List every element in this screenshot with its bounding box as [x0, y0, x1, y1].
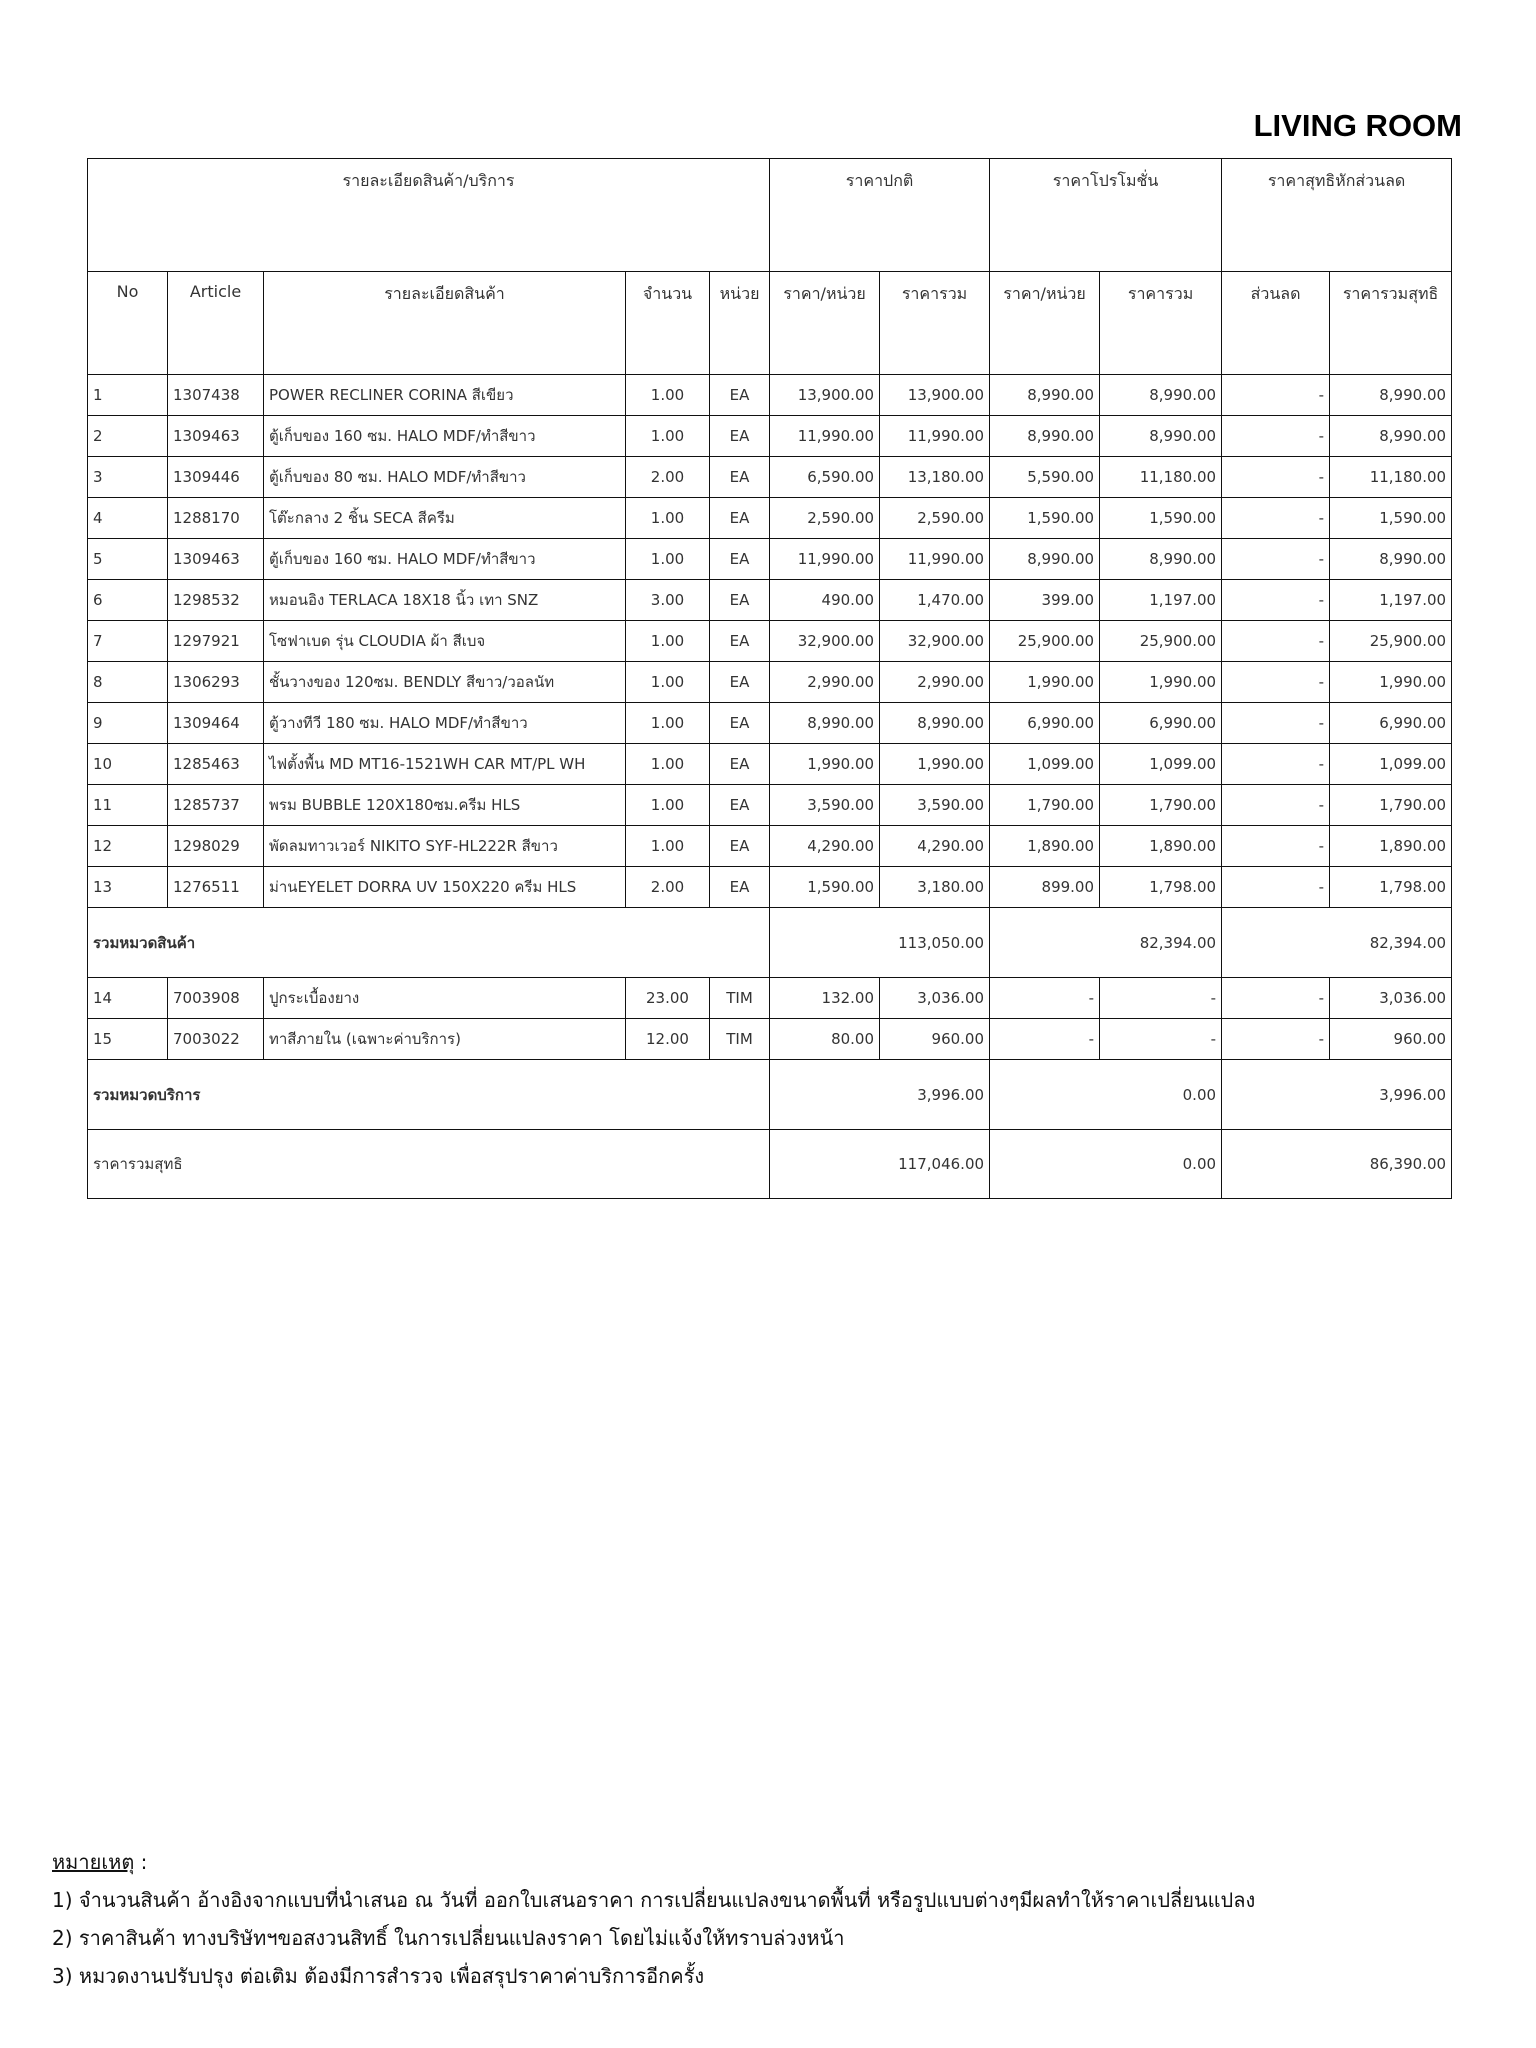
cell-no: 11 [88, 785, 168, 826]
cell-promo-total: 1,798.00 [1100, 867, 1222, 908]
cell-discount: - [1222, 744, 1330, 785]
cell-no: 5 [88, 539, 168, 580]
cell-promo-total: 6,990.00 [1100, 703, 1222, 744]
cell-article: 1309463 [168, 416, 264, 457]
header-column-row [88, 272, 1452, 375]
cell-article: 1306293 [168, 662, 264, 703]
cell-reg-unit: 1,990.00 [770, 744, 880, 785]
cell-promo-unit: 899.00 [990, 867, 1100, 908]
cell-net-total: 1,990.00 [1330, 662, 1452, 703]
cell-discount: - [1222, 498, 1330, 539]
cell-unit: EA [710, 826, 770, 867]
cell-discount: - [1222, 785, 1330, 826]
cell-qty: 12.00 [626, 1019, 710, 1060]
grand-total-net: 86,390.00 [1222, 1130, 1452, 1199]
cell-no: 2 [88, 416, 168, 457]
cell-discount: - [1222, 580, 1330, 621]
cell-desc: ตู้วางทีวี 180 ซม. HALO MDF/ทำสีขาว [264, 703, 626, 744]
cell-promo-total: 11,180.00 [1100, 457, 1222, 498]
cell-qty: 23.00 [626, 978, 710, 1019]
cell-reg-total: 2,590.00 [880, 498, 990, 539]
cell-discount: - [1222, 416, 1330, 457]
service-subtotal-label: รวมหมวดบริการ [88, 1060, 770, 1130]
cell-promo-unit: 5,590.00 [990, 457, 1100, 498]
cell-reg-unit: 2,590.00 [770, 498, 880, 539]
cell-no: 12 [88, 826, 168, 867]
cell-unit: EA [710, 621, 770, 662]
cell-unit: EA [710, 457, 770, 498]
header-reg-unit: ราคา/หน่วย [770, 272, 880, 375]
cell-desc: POWER RECLINER CORINA สีเขียว [264, 375, 626, 416]
header-group-net: ราคาสุทธิหักส่วนลด [1222, 159, 1452, 272]
cell-reg-total: 11,990.00 [880, 539, 990, 580]
cell-unit: EA [710, 744, 770, 785]
product-subtotal-promo: 82,394.00 [990, 908, 1222, 978]
cell-unit: EA [710, 867, 770, 908]
cell-desc: ตู้เก็บของ 160 ซม. HALO MDF/ทำสีขาว [264, 539, 626, 580]
cell-discount: - [1222, 662, 1330, 703]
cell-desc: ม่านEYELET DORRA UV 150X220 ครีม HLS [264, 867, 626, 908]
cell-promo-total: 1,790.00 [1100, 785, 1222, 826]
grand-total-row [88, 1130, 1452, 1199]
notes-section [52, 1843, 1255, 1995]
cell-promo-total: 1,099.00 [1100, 744, 1222, 785]
header-article: Article [168, 272, 264, 375]
cell-article: 1298532 [168, 580, 264, 621]
table-row [88, 457, 1452, 498]
table-row [88, 703, 1452, 744]
cell-reg-total: 11,990.00 [880, 416, 990, 457]
cell-discount: - [1222, 703, 1330, 744]
cell-no: 10 [88, 744, 168, 785]
cell-qty: 1.00 [626, 826, 710, 867]
cell-no: 1 [88, 375, 168, 416]
cell-desc: โต๊ะกลาง 2 ชิ้น SECA สีครีม [264, 498, 626, 539]
cell-unit: TIM [710, 1019, 770, 1060]
cell-reg-unit: 8,990.00 [770, 703, 880, 744]
cell-net-total: 1,590.00 [1330, 498, 1452, 539]
cell-reg-total: 13,900.00 [880, 375, 990, 416]
cell-unit: EA [710, 662, 770, 703]
cell-no: 6 [88, 580, 168, 621]
cell-qty: 1.00 [626, 785, 710, 826]
cell-article: 1288170 [168, 498, 264, 539]
table-row [88, 662, 1452, 703]
cell-promo-total: 25,900.00 [1100, 621, 1222, 662]
product-subtotal-row [88, 908, 1452, 978]
cell-reg-unit: 13,900.00 [770, 375, 880, 416]
header-net-total: ราคารวมสุทธิ [1330, 272, 1452, 375]
cell-unit: EA [710, 703, 770, 744]
cell-discount: - [1222, 375, 1330, 416]
cell-promo-total: 1,890.00 [1100, 826, 1222, 867]
header-group-regular: ราคาปกติ [770, 159, 990, 272]
cell-net-total: 1,099.00 [1330, 744, 1452, 785]
cell-unit: EA [710, 416, 770, 457]
cell-net-total: 960.00 [1330, 1019, 1452, 1060]
header-group-detail: รายละเอียดสินค้า/บริการ [88, 159, 770, 272]
cell-no: 7 [88, 621, 168, 662]
cell-reg-unit: 80.00 [770, 1019, 880, 1060]
header-promo-unit: ราคา/หน่วย [990, 272, 1100, 375]
cell-reg-total: 960.00 [880, 1019, 990, 1060]
cell-qty: 1.00 [626, 539, 710, 580]
cell-reg-total: 3,590.00 [880, 785, 990, 826]
table-row [88, 375, 1452, 416]
cell-no: 4 [88, 498, 168, 539]
cell-article: 1309446 [168, 457, 264, 498]
cell-promo-unit: 399.00 [990, 580, 1100, 621]
cell-qty: 1.00 [626, 375, 710, 416]
table-row [88, 580, 1452, 621]
cell-unit: EA [710, 498, 770, 539]
cell-discount: - [1222, 826, 1330, 867]
quotation-table-body [88, 159, 1452, 1199]
header-discount: ส่วนลด [1222, 272, 1330, 375]
cell-qty: 3.00 [626, 580, 710, 621]
cell-reg-unit: 4,290.00 [770, 826, 880, 867]
cell-reg-unit: 3,590.00 [770, 785, 880, 826]
cell-desc: ปูกระเบื้องยาง [264, 978, 626, 1019]
grand-total-promo: 0.00 [990, 1130, 1222, 1199]
cell-promo-total: - [1100, 1019, 1222, 1060]
cell-promo-total: 1,197.00 [1100, 580, 1222, 621]
note-line-2: 2) ราคาสินค้า ทางบริษัทฯขอสงวนสิทธิ์ ในการเปลี่ยนแปลงราคา โดยไม่แจ้งให้ทราบล่วงหน้า [52, 1926, 845, 1950]
service-subtotal-net: 3,996.00 [1222, 1060, 1452, 1130]
service-subtotal-row [88, 1060, 1452, 1130]
cell-net-total: 3,036.00 [1330, 978, 1452, 1019]
cell-discount: - [1222, 539, 1330, 580]
cell-desc: หมอนอิง TERLACA 18X18 นิ้ว เทา SNZ [264, 580, 626, 621]
quotation-table [87, 158, 1452, 1199]
header-no: No [88, 272, 168, 375]
cell-article: 1309464 [168, 703, 264, 744]
cell-discount: - [1222, 457, 1330, 498]
cell-article: 7003908 [168, 978, 264, 1019]
cell-article: 1298029 [168, 826, 264, 867]
cell-promo-unit: 8,990.00 [990, 375, 1100, 416]
cell-promo-unit: 6,990.00 [990, 703, 1100, 744]
cell-net-total: 1,790.00 [1330, 785, 1452, 826]
header-desc: รายละเอียดสินค้า [264, 272, 626, 375]
cell-no: 9 [88, 703, 168, 744]
service-subtotal-promo: 0.00 [990, 1060, 1222, 1130]
cell-reg-total: 8,990.00 [880, 703, 990, 744]
product-subtotal-net: 82,394.00 [1222, 908, 1452, 978]
cell-reg-unit: 132.00 [770, 978, 880, 1019]
cell-article: 1309463 [168, 539, 264, 580]
cell-net-total: 8,990.00 [1330, 416, 1452, 457]
cell-discount: - [1222, 621, 1330, 662]
cell-promo-unit: - [990, 1019, 1100, 1060]
cell-desc: พรม BUBBLE 120X180ซม.ครีม HLS [264, 785, 626, 826]
cell-reg-total: 2,990.00 [880, 662, 990, 703]
cell-desc: ชั้นวางของ 120ซม. BENDLY สีขาว/วอลนัท [264, 662, 626, 703]
table-row [88, 621, 1452, 662]
cell-article: 1307438 [168, 375, 264, 416]
cell-unit: EA [710, 785, 770, 826]
cell-promo-total: 1,990.00 [1100, 662, 1222, 703]
cell-net-total: 8,990.00 [1330, 375, 1452, 416]
table-row [88, 744, 1452, 785]
header-group-row [88, 159, 1452, 272]
table-row [88, 416, 1452, 457]
cell-no: 14 [88, 978, 168, 1019]
header-promo-total: ราคารวม [1100, 272, 1222, 375]
cell-unit: EA [710, 375, 770, 416]
cell-net-total: 1,798.00 [1330, 867, 1452, 908]
cell-discount: - [1222, 978, 1330, 1019]
cell-qty: 1.00 [626, 744, 710, 785]
table-row [88, 1019, 1452, 1060]
cell-reg-total: 1,470.00 [880, 580, 990, 621]
cell-promo-total: 8,990.00 [1100, 539, 1222, 580]
table-row [88, 867, 1452, 908]
service-subtotal-regular: 3,996.00 [770, 1060, 990, 1130]
product-subtotal-label: รวมหมวดสินค้า [88, 908, 770, 978]
table-row [88, 539, 1452, 580]
cell-article: 1297921 [168, 621, 264, 662]
cell-desc: โซฟาเบด รุ่น CLOUDIA ผ้า สีเบจ [264, 621, 626, 662]
product-subtotal-regular: 113,050.00 [770, 908, 990, 978]
cell-reg-total: 13,180.00 [880, 457, 990, 498]
note-line-1: 1) จำนวนสินค้า อ้างอิงจากแบบที่นำเสนอ ณ วันที่ ออกใบเสนอราคา การเปลี่ยนแปลงขนาดพื้นที่ หรือรูปแบบต่างๆมีผลทำให้ราคาเปลี่ยนแปลง [52, 1888, 1256, 1912]
cell-reg-unit: 11,990.00 [770, 539, 880, 580]
cell-promo-unit: 1,099.00 [990, 744, 1100, 785]
cell-net-total: 8,990.00 [1330, 539, 1452, 580]
cell-reg-total: 3,036.00 [880, 978, 990, 1019]
cell-qty: 2.00 [626, 867, 710, 908]
cell-no: 13 [88, 867, 168, 908]
cell-promo-total: 8,990.00 [1100, 375, 1222, 416]
cell-promo-unit: 1,590.00 [990, 498, 1100, 539]
cell-net-total: 25,900.00 [1330, 621, 1452, 662]
table-row [88, 785, 1452, 826]
cell-reg-unit: 32,900.00 [770, 621, 880, 662]
cell-reg-total: 32,900.00 [880, 621, 990, 662]
header-unit: หน่วย [710, 272, 770, 375]
cell-article: 1276511 [168, 867, 264, 908]
cell-reg-unit: 2,990.00 [770, 662, 880, 703]
notes-heading: หมายเหตุ [52, 1850, 135, 1874]
cell-qty: 1.00 [626, 621, 710, 662]
cell-reg-total: 4,290.00 [880, 826, 990, 867]
cell-qty: 2.00 [626, 457, 710, 498]
cell-qty: 1.00 [626, 703, 710, 744]
cell-no: 8 [88, 662, 168, 703]
note-line-3: 3) หมวดงานปรับปรุง ต่อเติม ต้องมีการสำรวจ เพื่อสรุปราคาค่าบริการอีกครั้ง [52, 1964, 705, 1988]
table-row [88, 826, 1452, 867]
cell-net-total: 11,180.00 [1330, 457, 1452, 498]
header-reg-total: ราคารวม [880, 272, 990, 375]
cell-promo-unit: 8,990.00 [990, 539, 1100, 580]
cell-promo-total: 8,990.00 [1100, 416, 1222, 457]
cell-promo-unit: - [990, 978, 1100, 1019]
cell-qty: 1.00 [626, 416, 710, 457]
cell-qty: 1.00 [626, 662, 710, 703]
cell-desc: ไฟตั้งพื้น MD MT16-1521WH CAR MT/PL WH [264, 744, 626, 785]
cell-unit: TIM [710, 978, 770, 1019]
cell-net-total: 6,990.00 [1330, 703, 1452, 744]
cell-article: 7003022 [168, 1019, 264, 1060]
cell-article: 1285737 [168, 785, 264, 826]
page-title: LIVING ROOM [1253, 108, 1462, 143]
cell-desc: พัดลมทาวเวอร์ NIKITO SYF-HL222R สีขาว [264, 826, 626, 867]
table-row [88, 978, 1452, 1019]
cell-discount: - [1222, 867, 1330, 908]
cell-no: 3 [88, 457, 168, 498]
cell-no: 15 [88, 1019, 168, 1060]
cell-promo-total: 1,590.00 [1100, 498, 1222, 539]
cell-promo-unit: 1,790.00 [990, 785, 1100, 826]
notes-colon: : [134, 1850, 148, 1874]
cell-promo-total: - [1100, 978, 1222, 1019]
cell-desc: ตู้เก็บของ 160 ซม. HALO MDF/ทำสีขาว [264, 416, 626, 457]
cell-reg-unit: 11,990.00 [770, 416, 880, 457]
cell-reg-total: 1,990.00 [880, 744, 990, 785]
cell-desc: ตู้เก็บของ 80 ซม. HALO MDF/ทำสีขาว [264, 457, 626, 498]
cell-qty: 1.00 [626, 498, 710, 539]
cell-reg-unit: 1,590.00 [770, 867, 880, 908]
cell-article: 1285463 [168, 744, 264, 785]
header-qty: จำนวน [626, 272, 710, 375]
cell-promo-unit: 8,990.00 [990, 416, 1100, 457]
cell-promo-unit: 1,990.00 [990, 662, 1100, 703]
cell-reg-unit: 490.00 [770, 580, 880, 621]
grand-total-label: ราคารวมสุทธิ [88, 1130, 770, 1199]
cell-discount: - [1222, 1019, 1330, 1060]
cell-unit: EA [710, 580, 770, 621]
notes-heading-line [52, 1843, 1255, 1881]
cell-net-total: 1,890.00 [1330, 826, 1452, 867]
cell-reg-total: 3,180.00 [880, 867, 990, 908]
cell-promo-unit: 25,900.00 [990, 621, 1100, 662]
cell-reg-unit: 6,590.00 [770, 457, 880, 498]
cell-desc: ทาสีภายใน (เฉพาะค่าบริการ) [264, 1019, 626, 1060]
header-group-promo: ราคาโปรโมชั่น [990, 159, 1222, 272]
cell-promo-unit: 1,890.00 [990, 826, 1100, 867]
grand-total-regular: 117,046.00 [770, 1130, 990, 1199]
table-row [88, 498, 1452, 539]
cell-net-total: 1,197.00 [1330, 580, 1452, 621]
cell-unit: EA [710, 539, 770, 580]
